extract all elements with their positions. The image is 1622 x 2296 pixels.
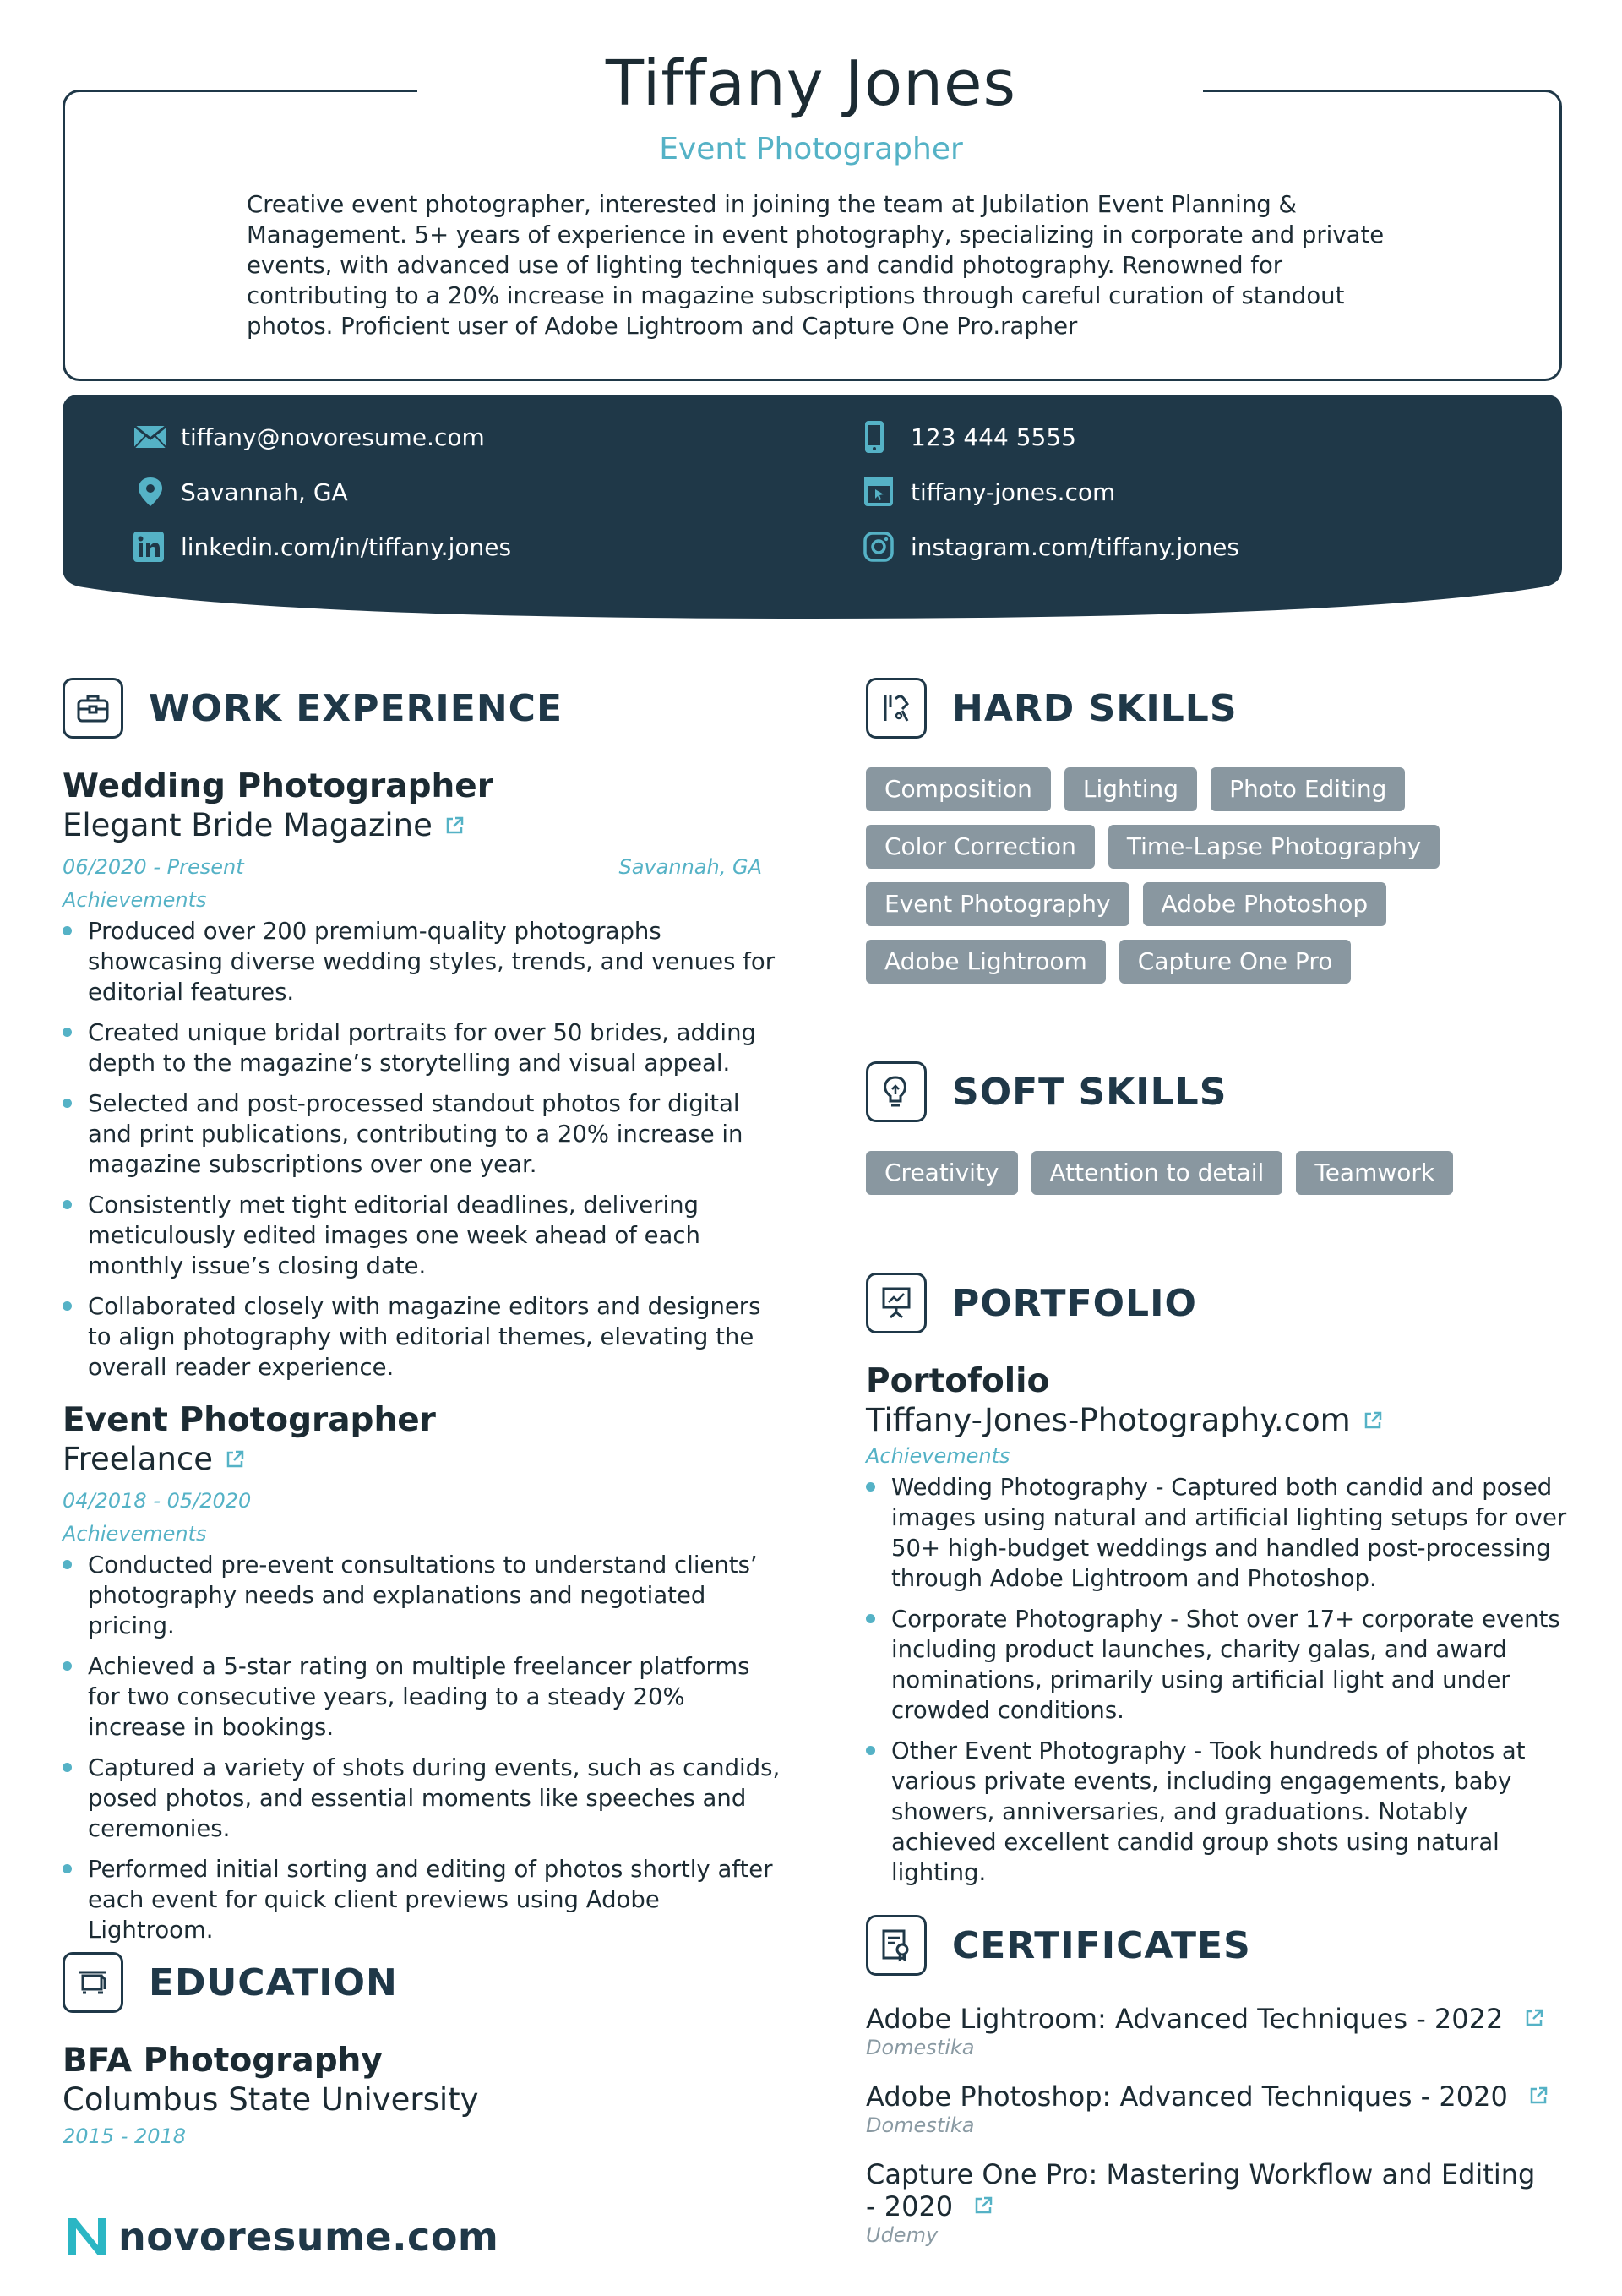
hard-skills-title: HARD SKILLS [952,686,1238,730]
job-company-text: Elegant Bride Magazine [63,807,433,843]
degree: BFA Photography [63,2042,383,2080]
achievements-label: Achievements [63,888,207,912]
skill-tag: Attention to detail [1031,1151,1283,1195]
external-link-icon[interactable] [1524,2008,1544,2028]
list-item: Conducted pre-event consultations to understand clients’ photography needs and explanations and negotiated pricing. [63,1550,781,1641]
skill-tag: Lighting [1064,767,1197,811]
instagram-text: instagram.com/tiffany.jones [911,532,1240,561]
list-item: Captured a variety of shots during events, such as candids, posed photos, and essential moments like speeches and ceremonies. [63,1753,781,1844]
graduation-icon [63,1952,123,2013]
briefcase-icon [63,678,123,739]
candidate-title: Event Photographer [659,132,963,166]
contact-linkedin[interactable] [133,530,511,564]
job-dates: 04/2018 - 05/2020 [63,1489,252,1513]
portfolio-name: Portofolio [866,1362,1050,1400]
external-link-icon[interactable] [1528,2086,1549,2106]
list-item: Produced over 200 premium-quality photographs showcasing diverse wedding styles, trends, and venues for editorial features. [63,916,781,1007]
list-item: Performed initial sorting and editing of photos shortly after each event for quick client previews using Adobe Lightroom. [63,1854,781,1945]
external-link-icon[interactable] [973,2195,993,2216]
job-entry [63,1401,781,1945]
lightbulb-icon [866,1061,927,1122]
skill-tag: Photo Editing [1211,767,1405,811]
linkedin-text: linkedin.com/in/tiffany.jones [181,532,512,561]
skill-tag: Time-Lapse Photography [1108,825,1440,869]
education-dates-text: 2015 - 2018 [63,2124,187,2148]
soft-skills-section [866,1058,1567,1195]
certificate-name-text: Capture One Pro: Mastering Workflow and Editing - 2020 [866,2158,1536,2222]
list-item: Wedding Photography - Captured both candid and posed images using natural and artificial lighting setups for over 50+ high-budget weddings and handled post-processing through Adobe Lightroom and Photoshop. [866,1472,1567,1594]
candidate-name: Tiffany Jones [605,47,1017,120]
work-experience-title: WORK EXPERIENCE [149,686,563,730]
soft-skills-title: SOFT SKILLS [952,1070,1227,1114]
job-bullets [63,1550,781,1945]
list-item: Collaborated closely with magazine editors and designers to align photography with editorial themes, elevating the overall reader experience. [63,1291,781,1383]
novoresume-logo[interactable] [64,2214,498,2260]
hard-skills-tags [866,767,1474,984]
location-text: Savannah, GA [181,477,348,506]
achievements-label: Achievements [866,1444,1010,1468]
portfolio-bullets [866,1472,1567,1888]
contact-website[interactable] [863,475,1115,509]
soft-skills-tags [866,1151,1567,1195]
mail-icon [133,420,171,454]
list-item: Selected and post-processed standout photos for digital and print publications, contributing to a 20% increase in magazine subscriptions over one year. [63,1088,781,1180]
portfolio-title: PORTFOLIO [952,1281,1197,1325]
certificate-issuer: Domestika [866,2113,975,2137]
skill-tag: Teamwork [1296,1151,1453,1195]
certificate-issuer: Domestika [866,2036,975,2059]
logo-text: novoresume.com [118,2214,499,2260]
contact-location [133,475,348,509]
hard-skills-header [866,674,1567,742]
hard-skills-section [866,674,1567,984]
external-link-icon[interactable] [225,1449,245,1470]
presentation-icon [866,1273,927,1333]
email-text: tiffany@novoresume.com [181,423,485,451]
job-company-text: Freelance [63,1441,214,1477]
external-link-icon[interactable] [444,815,465,836]
certificate-entry [866,2158,1542,2248]
website-text: tiffany-jones.com [911,477,1116,506]
contact-band [63,395,1562,623]
job-meta [63,1484,781,1518]
work-experience-section [63,674,781,1955]
skill-tag: Adobe Lightroom [866,940,1106,984]
portfolio-site[interactable] [866,1401,1567,1440]
work-experience-header [63,674,781,742]
education-header [63,1949,781,2016]
skill-tag: Capture One Pro [1119,940,1352,984]
certificates-section [866,1912,1567,2248]
contact-phone[interactable] [863,420,1076,454]
summary-text: Creative event photographer, interested in joining the team at Jubilation Event Planning & Management. 5+ years of experience in event photography, specializing in corporate and private events, with advanced use of lighting techniques and candid photography. Renowned for contributing to a 20% increase in magazine subscriptions through careful curation of standout photos. Proficient user of Adobe Lightroom and Capture One Pro.rapher [247,191,1385,340]
tools-icon [866,678,927,739]
job-role: Event Photographer [63,1401,436,1439]
list-item: Consistently met tight editorial deadlines, delivering meticulously edited images one week ahead of each monthly issue’s closing date. [63,1190,781,1281]
school: Columbus State University [63,2081,479,2118]
skill-tag: Color Correction [866,825,1095,869]
job-dates: 06/2020 - Present [63,855,244,879]
phone-text: 123 444 5555 [911,423,1076,451]
skill-tag: Adobe Photoshop [1143,882,1387,926]
instagram-icon [863,530,901,564]
phone-icon [863,420,901,454]
external-link-icon[interactable] [1363,1410,1383,1431]
portfolio-section [866,1269,1567,1898]
linkedin-icon [133,530,171,564]
certificate-name[interactable] [866,2003,1567,2035]
certificate-name-text: Adobe Lightroom: Advanced Techniques - 2022 [866,2003,1504,2035]
list-item: Other Event Photography - Took hundreds of photos at various private events, including engagements, baby showers, anniversaries, and graduations. Notably achieved excellent candid group shots using natural lighting. [866,1736,1567,1888]
certificates-title: CERTIFICATES [952,1923,1251,1967]
certificate-icon [866,1915,927,1976]
skill-tag: Event Photography [866,882,1129,926]
certificate-entry [866,2081,1567,2138]
website-icon [863,475,901,509]
certificate-name-text: Adobe Photoshop: Advanced Techniques - 2020 [866,2081,1508,2113]
list-item: Achieved a 5-star rating on multiple freelancer platforms for two consecutive years, leading to a steady 20% increase in bookings. [63,1651,781,1742]
portfolio-site-text: Tiffany-Jones-Photography.com [866,1402,1351,1438]
education-title: EDUCATION [149,1961,398,2004]
skill-tag: Composition [866,767,1051,811]
contact-email[interactable] [133,420,485,454]
achievements-label: Achievements [63,1522,207,1546]
job-entry [63,767,781,1383]
certificate-name[interactable] [866,2081,1567,2113]
list-item: Corporate Photography - Shot over 17+ corporate events including product launches, charity galas, and award nominations, primarily using artificial light and under crowded conditions. [866,1604,1567,1726]
certificate-issuer: Udemy [866,2223,939,2247]
soft-skills-header [866,1058,1567,1126]
skill-tag: Creativity [866,1151,1018,1195]
contact-instagram[interactable] [863,530,1239,564]
job-company[interactable] [63,1440,781,1479]
job-role: Wedding Photographer [63,767,493,805]
job-location: Savannah, GA [618,855,762,879]
location-pin-icon [133,475,171,509]
novoresume-logo-icon [64,2215,110,2259]
list-item: Created unique bridal portraits for over 50 brides, adding depth to the magazine’s storytelling and visual appeal. [63,1017,781,1078]
portfolio-header [866,1269,1567,1337]
certificate-entry [866,2003,1567,2060]
education-dates [63,2119,781,2153]
education-section [63,1949,781,2153]
job-company[interactable] [63,806,781,845]
certificates-header [866,1912,1567,1979]
job-bullets [63,916,781,1383]
certificate-name[interactable] [866,2158,1542,2222]
job-meta [63,850,781,884]
